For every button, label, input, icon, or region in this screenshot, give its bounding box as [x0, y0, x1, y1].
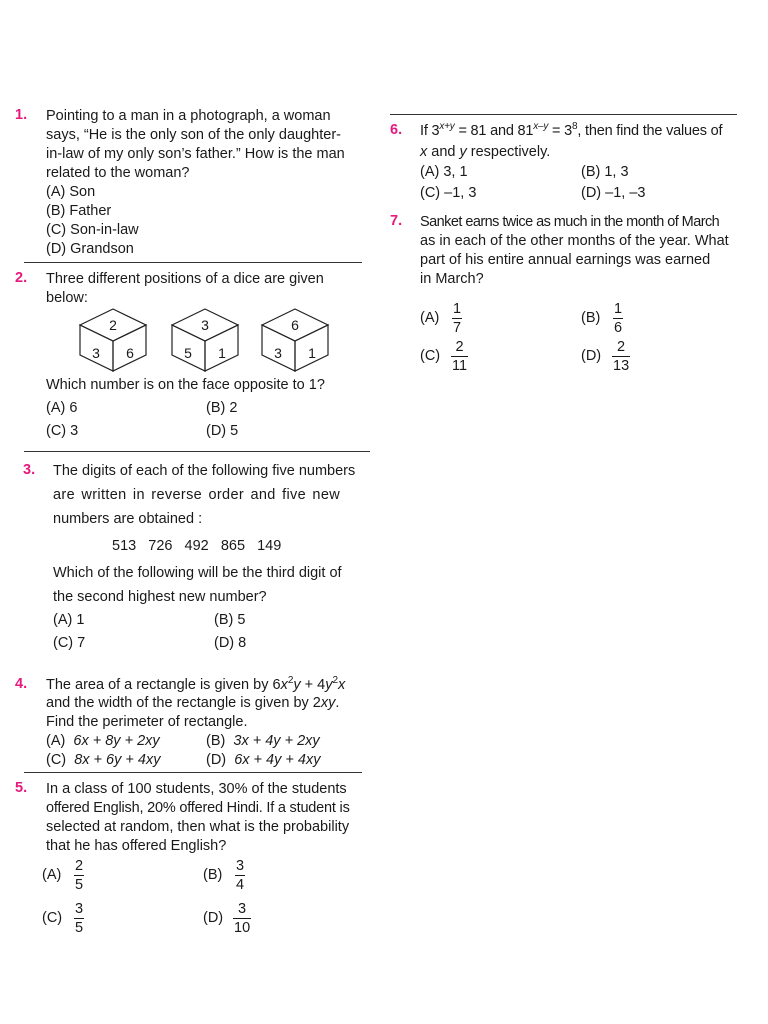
q4-text-line-3: Find the perimeter of rectangle.: [46, 714, 248, 730]
q4-option-d: (D) 6x + 4y + 4xy: [206, 752, 321, 768]
divider: [390, 114, 737, 115]
dice-figure: [70, 303, 340, 375]
q3-question-line: the second highest new number?: [53, 589, 267, 605]
q3-question-line: Which of the following will be the third digit of: [53, 565, 342, 581]
q3-text-line: are written in reverse order and five new: [53, 487, 341, 503]
q7-option-a-label: (A): [420, 310, 440, 326]
q3-option-b: (B) 5: [214, 612, 246, 628]
die-1: [80, 309, 146, 371]
q6-option-a: (A) 3, 1: [420, 164, 468, 180]
die-1-left: 3: [92, 345, 100, 361]
q1-text-line: Pointing to a man in a photograph, a woman: [46, 108, 331, 124]
q2-text-line: Three different positions of a dice are given: [46, 271, 324, 287]
q3-number: 3.: [23, 462, 36, 478]
q4-text-line-2: and the width of the rectangle is given by 2xy.: [46, 695, 340, 711]
q2-option-c: (C) 3: [46, 423, 79, 439]
q1-number: 1.: [15, 107, 28, 123]
q5-text-line: selected at random, then what is the probability: [46, 819, 350, 835]
die-2-top: 3: [201, 317, 209, 333]
q6-text-line-1: If $3^{x+y} = 81$ and $81^{x-y} = 3^8$, then find the values of: [420, 121, 723, 139]
q4-option-a: (A) 6x + 8y + 2xy: [46, 733, 160, 749]
die-3-right: 1: [308, 345, 316, 361]
q5-option-a-fraction: 2 5: [75, 858, 84, 893]
q3-text-line: numbers are obtained :: [53, 511, 203, 527]
die-2: [172, 309, 238, 371]
q3-numbers: 513 726 492 865 149: [112, 538, 282, 554]
q5-text-line: that he has offered English?: [46, 838, 227, 854]
divider: [24, 772, 362, 773]
q2-option-b: (B) 2: [206, 400, 238, 416]
q4-option-b: (B) 3x + 4y + 2xy: [206, 733, 320, 749]
q4-number: 4.: [15, 676, 28, 692]
q6-option-b: (B) 1, 3: [581, 164, 629, 180]
q4-option-c: (C) 8x + 6y + 4xy: [46, 752, 161, 768]
q5-option-c-label: (C): [42, 910, 63, 926]
die-3: [262, 309, 328, 371]
die-3-top: 6: [291, 317, 299, 333]
q5-number: 5.: [15, 780, 28, 796]
q6-text-line-2: x and y respectively.: [420, 144, 551, 160]
divider: [24, 262, 362, 263]
q1-option-b: (B) Father: [46, 203, 112, 219]
q3-option-a: (A) 1: [53, 612, 85, 628]
q5-text-line: offered English, 20% offered Hindi. If a student is: [46, 800, 350, 816]
q7-option-a-fraction: 1 7: [453, 301, 462, 336]
die-2-left: 5: [184, 345, 192, 361]
q3-option-c: (C) 7: [53, 635, 86, 651]
q5-option-d-label: (D): [203, 910, 224, 926]
die-2-right: 1: [218, 345, 226, 361]
q6-option-d: (D) –1, –3: [581, 185, 646, 201]
q5-option-a-label: (A): [42, 867, 62, 883]
q1-option-a: (A) Son: [46, 184, 96, 200]
q5-option-c-fraction: 3 5: [75, 901, 84, 936]
die-3-left: 3: [274, 345, 282, 361]
q7-option-d-fraction: 2 13: [613, 339, 630, 374]
q1-text-line: says, “He is the only son of the only daughter-: [46, 127, 341, 143]
q2-option-d: (D) 5: [206, 423, 239, 439]
die-1-top: 2: [109, 317, 117, 333]
q7-text-line: Sanket earns twice as much in the month of March: [420, 214, 720, 230]
q1-text-line: related to the woman?: [46, 165, 190, 181]
q7-text-line: part of his entire annual earnings was earned: [420, 252, 711, 268]
q5-option-b-label: (B): [203, 867, 223, 883]
q4-text-line-1: The area of a rectangle is given by $6x^2y + 4y^2x$: [46, 675, 346, 693]
q3-option-d: (D) 8: [214, 635, 247, 651]
q2-text-line: below:: [46, 290, 88, 306]
q1-option-d: (D) Grandson: [46, 241, 134, 257]
q7-text-line: as in each of the other months of the year. What: [420, 233, 729, 249]
q5-option-b-fraction: 3 4: [236, 858, 245, 893]
q6-option-c: (C) –1, 3: [420, 185, 477, 201]
q7-number: 7.: [390, 213, 403, 229]
q2-question: Which number is on the face opposite to 1?: [46, 377, 325, 393]
q7-option-d-label: (D): [581, 348, 602, 364]
q2-number: 2.: [15, 270, 28, 286]
q1-option-c: (C) Son-in-law: [46, 222, 139, 238]
q7-text-line: in March?: [420, 271, 484, 287]
q5-text-line: In a class of 100 students, 30% of the students: [46, 781, 347, 797]
q7-option-c-label: (C): [420, 348, 441, 364]
q6-number: 6.: [390, 122, 403, 138]
q2-option-a: (A) 6: [46, 400, 78, 416]
divider: [24, 451, 370, 452]
q5-option-d-fraction: 3 10: [234, 901, 251, 936]
q7-option-b-label: (B): [581, 310, 601, 326]
q7-option-b-fraction: 1 6: [614, 301, 623, 336]
q3-text-line: The digits of each of the following five numbers: [53, 463, 356, 479]
q7-option-c-fraction: 2 11: [452, 339, 468, 374]
die-1-right: 6: [126, 345, 134, 361]
q1-text-line: in-law of my only son’s father.” How is the man: [46, 146, 345, 162]
